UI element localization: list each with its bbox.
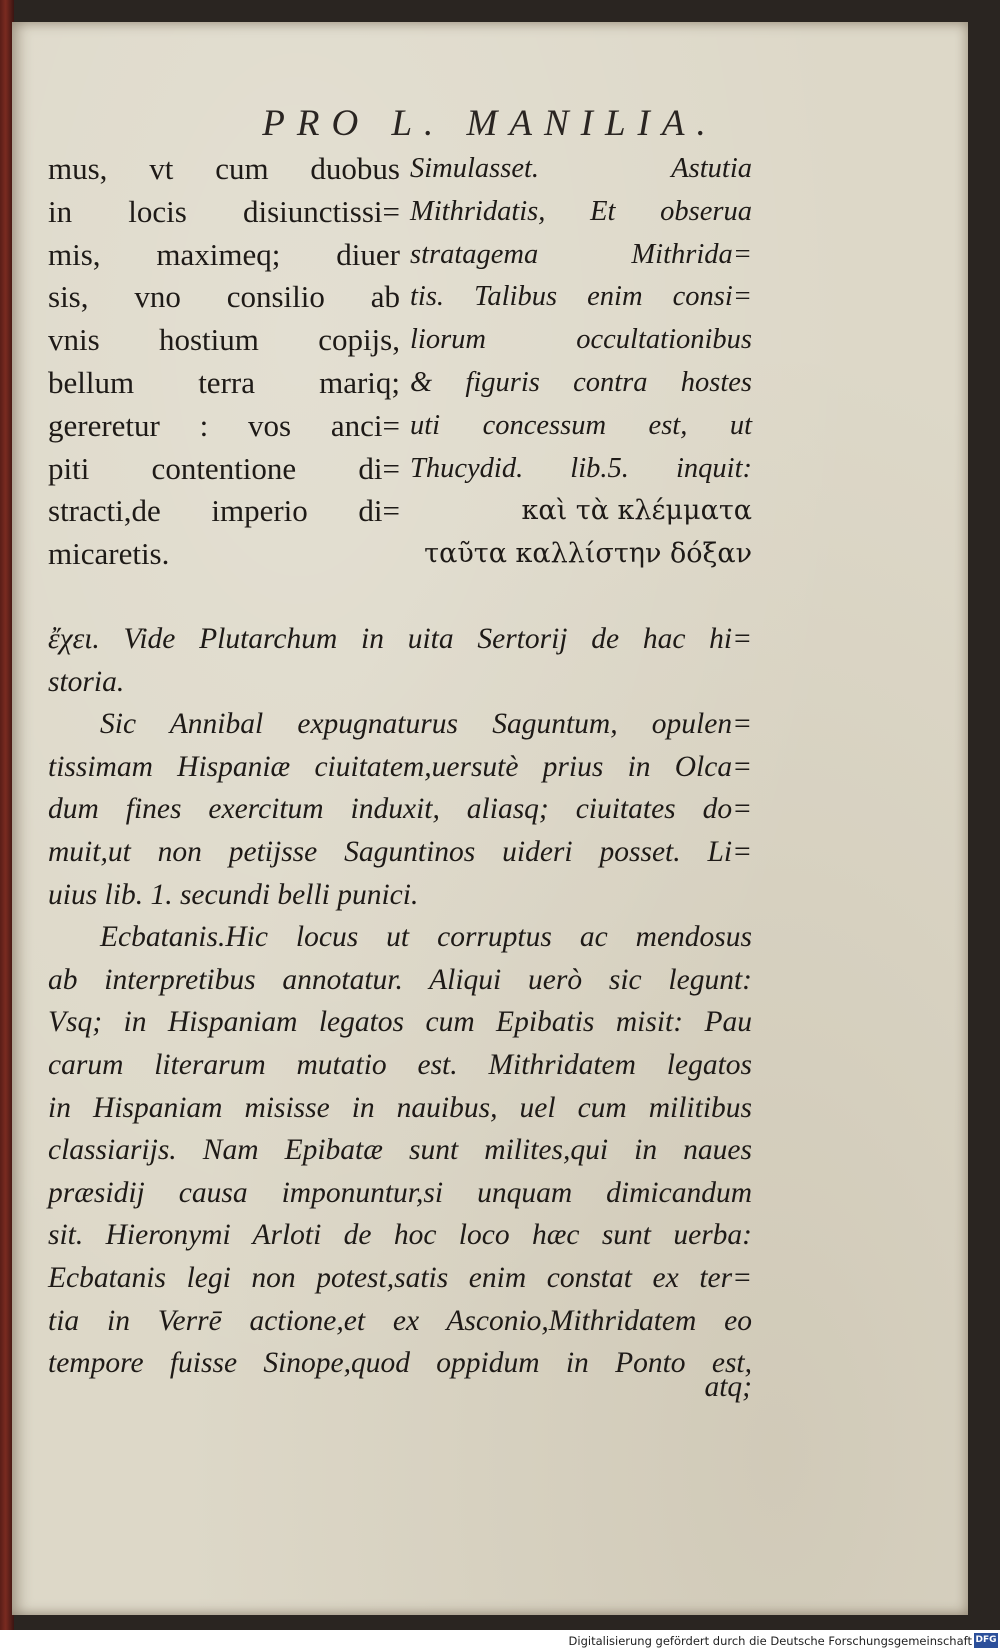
marginal-note-line: stratagema Mithrida=: [410, 238, 752, 270]
main-text-line: bellum terra mariq;: [48, 364, 400, 400]
main-text-line: mus, vt cum duobus: [48, 151, 400, 186]
marginal-note-line: liorum occultationibus: [410, 324, 752, 356]
digitization-footer: [0, 1630, 1000, 1652]
marginal-note-line: uti concessum est, ut: [410, 409, 752, 441]
greek-quote-line: ταῦτα καλλίστην δόξαν: [424, 538, 752, 570]
main-text-line: mis, maximeq; diuer: [48, 236, 400, 272]
book-page: [12, 22, 968, 1615]
commentary-line: tissimam Hispaniæ ciuitatem,uersutè prius in Olca=: [48, 750, 752, 783]
marginal-note-line: Simulasset. Astutia: [410, 153, 752, 184]
marginal-note-line: Mithridatis, Et obserua: [410, 195, 752, 227]
funding-credit: Digitalisierung gefördert durch die Deutsche Forschungsgemeinschaft: [568, 1634, 972, 1648]
commentary-line: ab interpretibus annotatur. Aliqui uerò sic legunt:: [48, 963, 752, 996]
main-text-line: sis, vno consilio ab: [48, 279, 400, 315]
main-text-line: gereretur : vos anci=: [48, 407, 400, 443]
catchword: atq;: [704, 1371, 752, 1403]
commentary-line: uius lib. 1. secundi belli punici.: [48, 878, 419, 911]
commentary-line: ἔχει. Vide Plutarchum in uita Sertorij de hac hi=: [48, 623, 752, 655]
commentary-line: muit,ut non petijsse Saguntinos uideri posset. Li=: [48, 835, 752, 868]
commentary-line: dum fines exercitum induxit, aliasq; ciuitates do=: [48, 793, 752, 826]
main-text-column: [48, 148, 400, 576]
dfg-logo: DFG: [974, 1633, 998, 1648]
main-text-line: stracti,de imperio di=: [48, 493, 400, 529]
commentary-line: tia in Verrē actione,et ex Asconio,Mithridatem eo: [48, 1304, 752, 1337]
main-text-line: micaretis.: [48, 536, 170, 572]
commentary-line: tempore fuisse Sinope,quod oppidum in Ponto est,: [48, 1347, 752, 1380]
commentary-line: sit. Hieronymi Arloti de hoc loco hæc sunt uerba:: [48, 1219, 752, 1252]
commentary-line: Ecbatanis.Hic locus ut corruptus ac mendosus: [100, 921, 752, 954]
marginal-note-column: [410, 148, 752, 576]
commentary-line: in Hispaniam misisse in nauibus, uel cum militibus: [48, 1091, 752, 1124]
main-text-line: vnis hostium copijs,: [48, 322, 400, 358]
commentary-line: storia.: [48, 665, 125, 698]
commentary-line: Ecbatanis legi non potest,satis enim constat ex ter=: [48, 1261, 752, 1294]
commentary-block: [48, 618, 752, 1385]
greek-quote-line: καὶ τὰ κλέμματα: [521, 495, 752, 527]
main-text-line: in locis disiunctissi=: [48, 193, 400, 229]
commentary-line: præsidij causa imponuntur,si unquam dimicandum: [48, 1176, 752, 1209]
commentary-line: carum literarum mutatio est. Mithridatem legatos: [48, 1048, 752, 1081]
commentary-line: Vsq; in Hispaniam legatos cum Epibatis misit: Pau: [48, 1006, 752, 1039]
running-head: PRO L. MANILIA.: [262, 103, 718, 144]
main-text-line: piti contentione di=: [48, 450, 400, 486]
commentary-line: classiarijs. Nam Epibatæ sunt milites,qui in naues: [48, 1134, 752, 1167]
marginal-note-line: & figuris contra hostes: [410, 366, 752, 398]
marginal-note-line: Thucydid. lib.5. inquit:: [410, 452, 752, 484]
marginal-note-line: tis. Talibus enim consi=: [410, 281, 752, 313]
commentary-line: Sic Annibal expugnaturus Saguntum, opulen=: [100, 708, 752, 741]
